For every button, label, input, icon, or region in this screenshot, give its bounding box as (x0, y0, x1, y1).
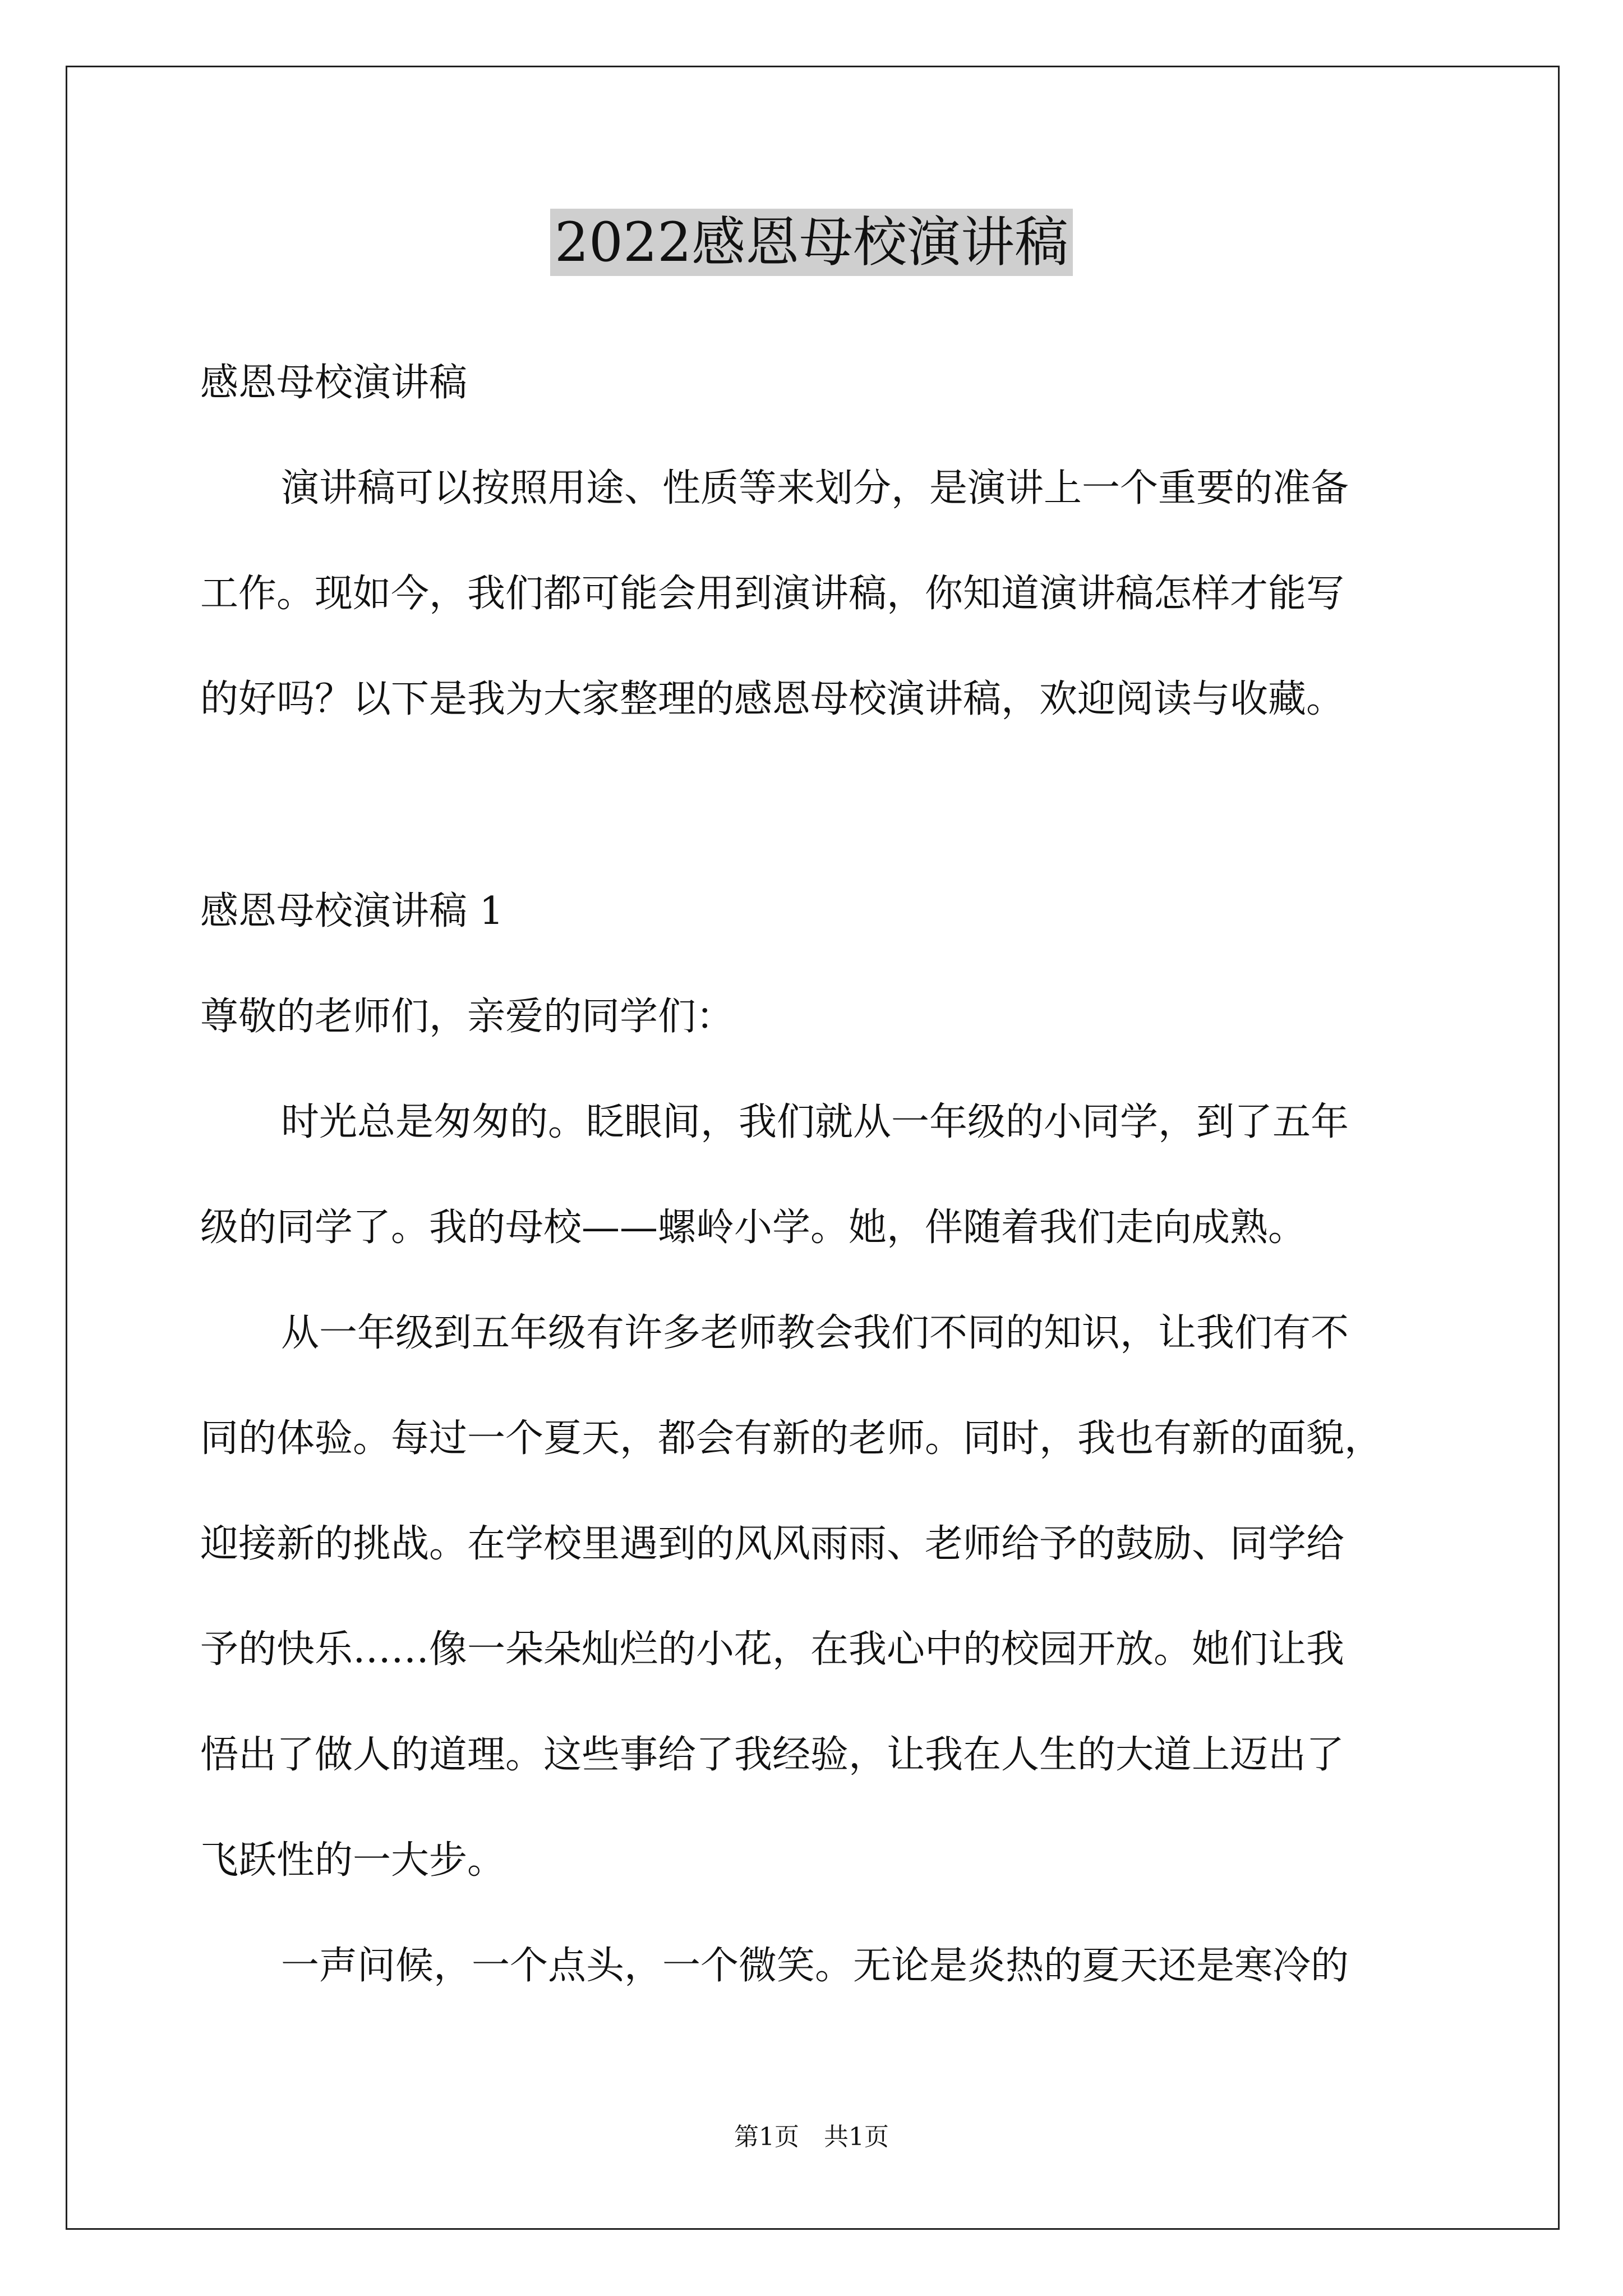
body-line-2: 级的同学了。我的母校——螺岭小学。她，伴随着我们走向成熟。 (200, 1205, 1307, 1250)
body-line-9: 一声问候，一个点头，一个微笑。无论是炎热的夏天还是寒冷的 (281, 1944, 1349, 1988)
document-subtitle: 感恩母校演讲稿 (200, 361, 468, 405)
body-line-7: 悟出了做人的道理。这些事给了我经验，让我在人生的大道上迈出了 (200, 1733, 1345, 1777)
salutation: 尊敬的老师们，亲爱的同学们： (200, 995, 735, 1039)
body-line-5: 迎接新的挑战。在学校里遇到的风风雨雨、老师给予的鼓励、同学给 (200, 1522, 1345, 1566)
section-heading: 感恩母校演讲稿 1 (200, 889, 504, 933)
document-title (0, 206, 1623, 278)
body-line-4: 同的体验。每过一个夏天，都会有新的老师。同时，我也有新的面貌， (200, 1416, 1383, 1461)
intro-line-1: 演讲稿可以按照用途、性质等来划分，是演讲上一个重要的准备 (281, 466, 1349, 510)
body-line-6: 予的快乐……像一朵朵灿烂的小花，在我心中的校园开放。她们让我 (200, 1627, 1345, 1672)
intro-line-2: 工作。现如今，我们都可能会用到演讲稿，你知道演讲稿怎样才能写 (200, 572, 1345, 616)
page-footer: 第1页 共1页 (734, 2123, 889, 2151)
body-line-8: 飞跃性的一大步。 (200, 1838, 506, 1883)
document-title-text: 2022感恩母校演讲稿 (550, 209, 1073, 276)
intro-line-3: 的好吗？以下是我为大家整理的感恩母校演讲稿，欢迎阅读与收藏。 (200, 677, 1345, 721)
body-line-3: 从一年级到五年级有许多老师教会我们不同的知识，让我们有不 (281, 1311, 1349, 1355)
body-line-1: 时光总是匆匆的。眨眼间，我们就从一年级的小同学，到了五年 (281, 1100, 1349, 1144)
